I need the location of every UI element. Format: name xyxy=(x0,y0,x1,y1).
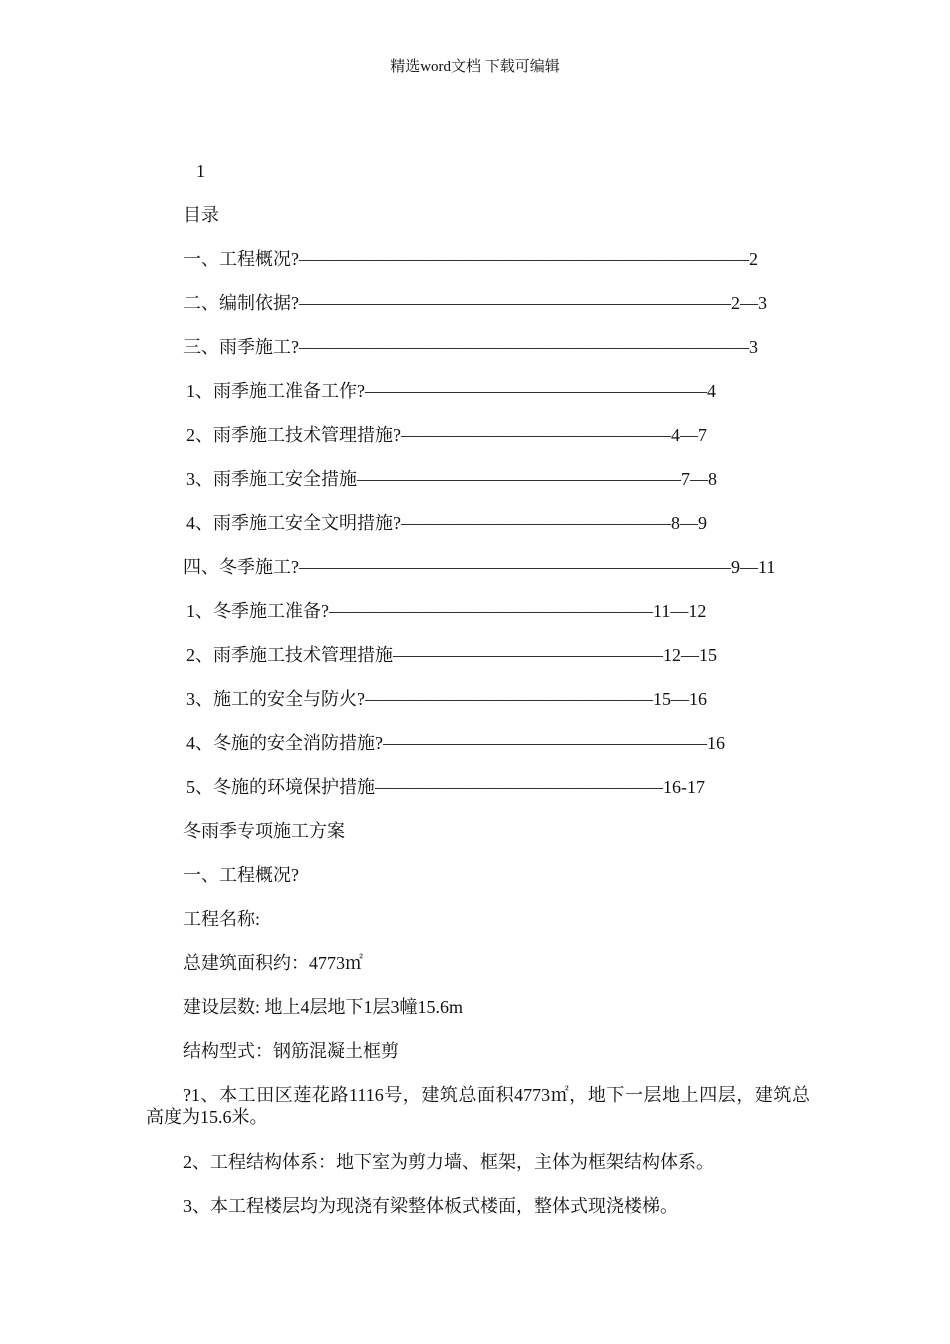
toc-entry: 1、冬季施工准备?——————————————————11—12 xyxy=(186,601,707,621)
project-name: 工程名称: xyxy=(183,909,261,929)
toc-entry: 4、雨季施工安全文明措施?———————————————8—9 xyxy=(186,513,707,533)
toc-entry: 5、冬施的环境保护措施————————————————16-17 xyxy=(186,777,705,797)
body-paragraph: 3、本工程楼层均为现浇有梁整体板式楼面，整体式现浇楼梯。 xyxy=(183,1196,678,1216)
page-number: 1 xyxy=(196,161,205,181)
document-title: 冬雨季专项施工方案 xyxy=(183,821,345,841)
structure-type: 结构型式：钢筋混凝土框剪 xyxy=(183,1041,399,1061)
toc-entry: 一、工程概况?—————————————————————————2 xyxy=(183,249,758,269)
toc-entry: 3、雨季施工安全措施——————————————————7—8 xyxy=(186,469,717,489)
section-heading: 一、工程概况? xyxy=(183,865,299,885)
toc-entry: 1、雨季施工准备工作?———————————————————4 xyxy=(186,381,716,401)
floor-count: 建设层数: 地上4层地下1层3幢15.6m xyxy=(183,997,464,1017)
toc-entry: 二、编制依据?————————————————————————2—3 xyxy=(183,293,767,313)
body-paragraph: ?1、本工田区莲花路1116号，建筑总面积4773㎡，地下一层地上四层，建筑总高度为15.6米。 xyxy=(146,1085,810,1127)
page-header: 精选word文档 下载可编辑 xyxy=(390,59,560,75)
toc-entry: 4、冬施的安全消防措施?——————————————————16 xyxy=(186,733,725,753)
toc-entry: 2、雨季施工技术管理措施———————————————12—15 xyxy=(186,645,717,665)
toc-title: 目录 xyxy=(183,205,219,225)
toc-entry: 三、雨季施工?—————————————————————————3 xyxy=(183,337,758,357)
toc-entry: 3、施工的安全与防火?————————————————15—16 xyxy=(186,689,707,709)
total-area: 总建筑面积约：4773㎡ xyxy=(183,953,363,973)
body-paragraph: 2、工程结构体系：地下室为剪力墙、框架，主体为框架结构体系。 xyxy=(183,1152,714,1172)
toc-entry: 2、雨季施工技术管理措施?———————————————4—7 xyxy=(186,425,707,445)
toc-entry: 四、冬季施工?————————————————————————9—11 xyxy=(183,557,776,577)
